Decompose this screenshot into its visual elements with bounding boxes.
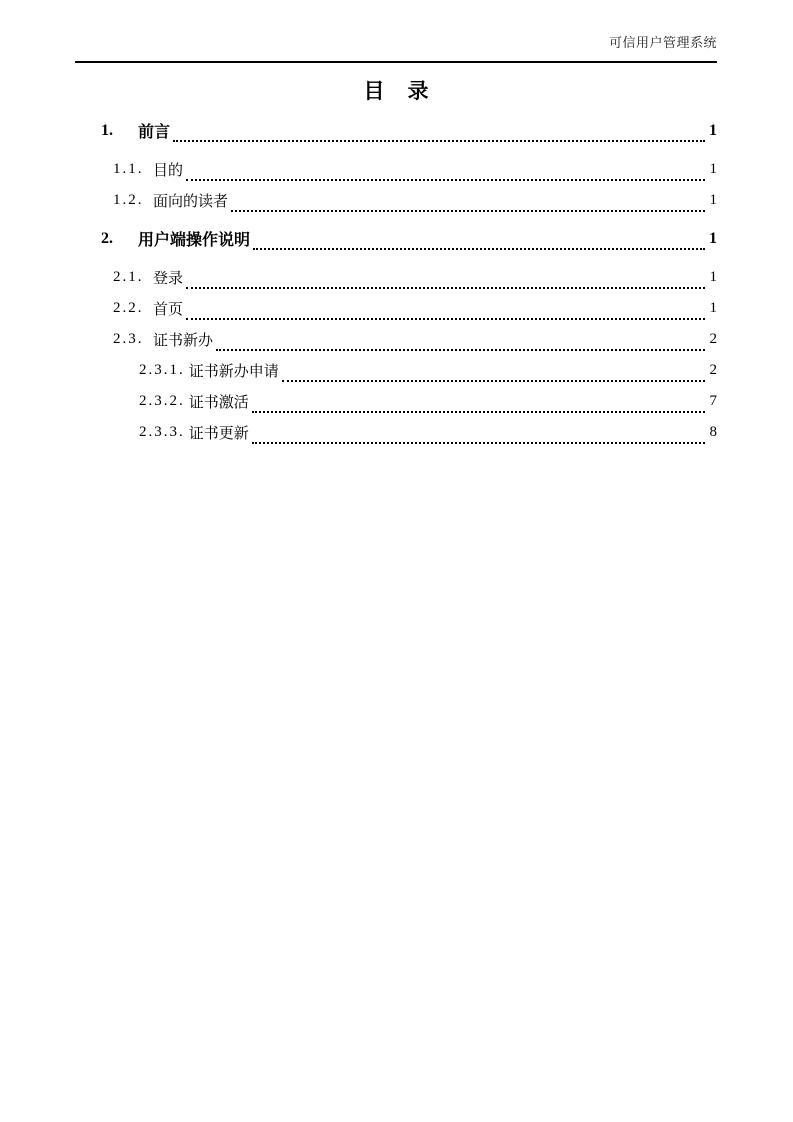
toc-entry-label: 面向的读者 [153,194,229,210]
toc-entry[interactable] [75,154,717,185]
toc-dot-leader [231,190,705,212]
toc-entry[interactable] [75,115,717,146]
toc-entry-label: 前言 [138,124,171,141]
toc-entry-number: 2. [101,229,113,247]
toc-entry-page: 2 [709,331,717,347]
page-header [0,0,793,51]
toc-dot-leader [173,120,705,142]
toc-dot-leader [253,228,705,250]
toc-entry[interactable] [75,262,717,293]
toc-entry-page: 1 [709,192,717,208]
toc-entry[interactable] [75,223,717,254]
toc-dot-leader [282,360,705,382]
toc-dot-leader [252,391,705,413]
toc-entry-number: 2.3. [113,331,144,347]
toc-entry[interactable] [75,185,717,216]
toc-entry-page: 2 [709,362,717,378]
toc-entry-label: 用户端操作说明 [138,232,251,249]
toc-entry-number: 1.2. [113,192,144,208]
toc-entry-label: 证书新办申请 [188,364,279,380]
toc-entry[interactable] [75,293,717,324]
toc-entry-page: 1 [709,229,717,247]
toc-entry-number: 2.1. [113,269,144,285]
toc-entry-number: 1. [101,121,113,139]
toc-list [75,115,717,448]
toc-entry-label: 证书新办 [153,333,214,349]
toc-entry-page: 1 [709,121,717,139]
toc-dot-leader [186,159,705,181]
toc-entry-page: 7 [709,393,717,409]
toc-entry-page: 8 [709,424,717,440]
toc-entry-page: 1 [709,300,717,316]
toc-entry[interactable] [75,386,717,417]
toc-dot-leader [186,267,705,289]
toc-entry[interactable] [75,417,717,448]
toc-entry-label: 登录 [153,271,184,287]
toc-entry-number: 2.3.3. [139,424,185,440]
toc-dot-leader [186,298,705,320]
toc-entry-label: 首页 [153,302,184,318]
toc-entry-label: 目的 [153,163,184,179]
toc-dot-leader [252,422,705,444]
toc-entry-number: 2.3.2. [139,393,185,409]
toc-entry-number: 1.1. [113,161,144,177]
toc-entry-page: 1 [709,269,717,285]
header-divider [75,61,717,63]
header-system-title: 可信用户管理系统 [608,35,717,50]
toc-dot-leader [216,329,705,351]
toc-title: 目 录 [363,79,430,103]
toc-entry-page: 1 [709,161,717,177]
toc-entry-label: 证书激活 [188,395,249,411]
toc-entry-number: 2.2. [113,300,144,316]
toc-entry-label: 证书更新 [188,426,249,442]
toc-entry[interactable] [75,355,717,386]
toc-entry[interactable] [75,324,717,355]
toc-entry-number: 2.3.1. [139,362,185,378]
